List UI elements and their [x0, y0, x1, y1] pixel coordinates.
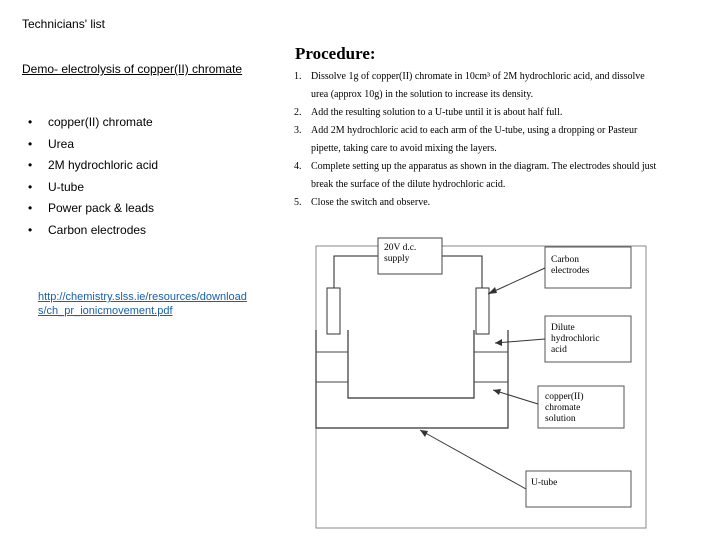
chromate-label: chromate: [545, 403, 581, 413]
step-text: Close the switch and observe.: [311, 197, 431, 208]
acid-label: hydrochloric: [551, 334, 600, 344]
acid-label: acid: [551, 345, 567, 355]
step-number: 1.: [294, 71, 302, 82]
arrow-head-icon: [495, 339, 502, 346]
step-number: 4.: [294, 161, 302, 172]
arrow-head-icon: [493, 389, 501, 395]
electrodes-label: electrodes: [551, 266, 590, 276]
step-text: Complete setting up the apparatus as shown in the diagram. The electrodes should just break the surface of the dilute hydrochloric acid.: [311, 161, 657, 190]
step-number: 2.: [294, 107, 302, 118]
step-text: Dissolve 1g of copper(II) chromate in 10cm³ of 2M hydrochloric acid, and dissolve urea (approx 10g) in the solution to increase its density.: [311, 71, 645, 100]
material-label: Urea: [48, 136, 75, 151]
material-label: 2M hydrochloric acid: [48, 158, 159, 173]
u-tube-pointer: [420, 430, 526, 489]
step-text: Add 2M hydrochloric acid to each arm of the U-tube, using a dropping or Pasteur pipette, taking care to avoid mixing the layers.: [311, 125, 638, 154]
page-title: Technicians' list: [22, 17, 105, 31]
demo-title: Demo- electrolysis of copper(II) chromate: [22, 62, 243, 76]
reference-link[interactable]: http://chemistry.slss.ie/resources/downloads/ch_pr_ionicmovement.pdf: [38, 291, 247, 317]
bullet: •: [28, 201, 33, 216]
u-tube-inner: [348, 330, 474, 398]
carbon-electrode-left: [327, 288, 340, 334]
u-tube-outer: [316, 330, 508, 428]
carbon-electrode-right: [476, 288, 489, 334]
u-tube-label-box: [526, 471, 631, 507]
procedure-heading: Procedure:: [295, 44, 376, 63]
wire-left: [334, 256, 378, 300]
electrodes-pointer: [488, 268, 545, 294]
material-label: Carbon electrodes: [48, 222, 147, 237]
chromate-label: copper(II): [545, 392, 584, 402]
bullet: •: [28, 115, 33, 129]
material-label: U-tube: [48, 179, 85, 194]
material-label: Power pack & leads: [48, 201, 155, 216]
acid-pointer: [495, 339, 545, 343]
bullet: •: [28, 179, 33, 194]
electrodes-label: Carbon: [551, 255, 579, 265]
bullet: •: [28, 222, 33, 237]
bullet: •: [28, 136, 33, 151]
supply-label: supply: [384, 254, 410, 264]
bullet: •: [28, 158, 33, 173]
step-number: 5.: [294, 197, 302, 208]
step-number: 3.: [294, 125, 302, 136]
acid-label: Dilute: [551, 323, 575, 333]
chromate-label: solution: [545, 414, 576, 424]
supply-label: 20V d.c.: [384, 243, 417, 253]
u-tube-label: U-tube: [531, 478, 558, 488]
step-text: Add the resulting solution to a U-tube until it is about half full.: [311, 107, 563, 118]
material-label: copper(II) chromate: [48, 115, 153, 129]
